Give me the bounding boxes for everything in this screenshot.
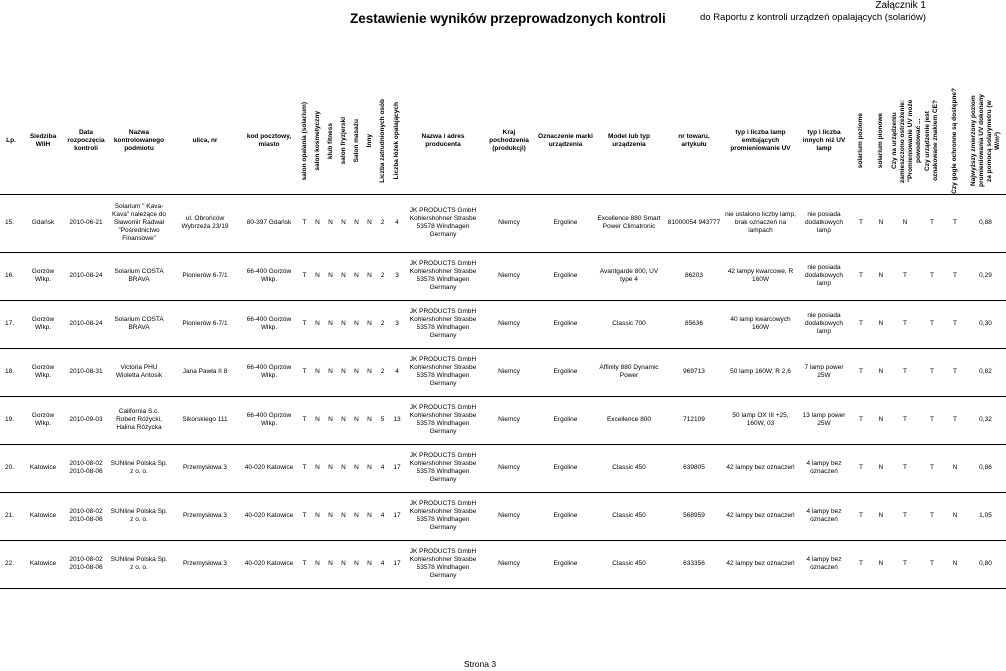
cell-employees: 4 bbox=[376, 444, 389, 492]
cell-ce: T bbox=[919, 444, 945, 492]
cell-other: N bbox=[363, 492, 376, 540]
cell-product-no: 969713 bbox=[664, 348, 724, 396]
col-employees: Liczba zatrudnionych osób bbox=[376, 88, 389, 194]
cell-massage: N bbox=[350, 492, 363, 540]
col-horizontal: solarium poziome bbox=[851, 88, 871, 194]
cell-origin: Niemcy bbox=[481, 194, 537, 252]
page-number: Strona 3 bbox=[463, 659, 497, 669]
cell-uv-lamps: 42 lampy bez oznaczeń bbox=[724, 444, 797, 492]
cell-date: 2010-08-02 2010-08-06 bbox=[64, 540, 108, 588]
cell-fitness: N bbox=[324, 492, 337, 540]
cell-postal: 66-400 Gprzów Wlkp. bbox=[240, 348, 298, 396]
table-row bbox=[0, 252, 1006, 300]
col-lp: Lp. bbox=[0, 88, 22, 194]
cell-entity: Solarium COSTA BRAVA bbox=[108, 300, 170, 348]
cell-uv-level: 0,82 bbox=[965, 348, 1006, 396]
col-seat: Siedziba WIIH bbox=[22, 88, 64, 194]
cell-origin: Niemcy bbox=[481, 492, 537, 540]
cell-employees: 2 bbox=[376, 194, 389, 252]
col-uv-lamps: typ i liczba lamp emitujących promieniowanie UV bbox=[724, 88, 797, 194]
cell-postal: 66-400 Gprzów Wlkp. bbox=[240, 396, 298, 444]
cell-seat: Katowice bbox=[22, 444, 64, 492]
cell-seat: Katowice bbox=[22, 540, 64, 588]
cell-entity: Solarium " Kava-Kava" należące do Sławomir Radwał "Pośrednictwo Finansowe" bbox=[108, 194, 170, 252]
cell-beauty: N bbox=[311, 492, 324, 540]
cell-horizontal: T bbox=[851, 252, 871, 300]
col-massage-salon: Salon masażu bbox=[350, 88, 363, 194]
cell-producer: JK PRODUCTS GmbH Kohlershohner Strasbe 53578 Windhagen Germany bbox=[405, 300, 481, 348]
cell-product-no: 712109 bbox=[664, 396, 724, 444]
col-warning: Czy na urządzeniu zamieszczono ostrzeżenie: "Promieniowanie UV może powodować ... bbox=[891, 88, 919, 194]
cell-product-no: 639805 bbox=[664, 444, 724, 492]
cell-brand: Ergoline bbox=[537, 492, 594, 540]
cell-origin: Niemcy bbox=[481, 348, 537, 396]
cell-brand: Ergoline bbox=[537, 194, 594, 252]
cell-employees: 2 bbox=[376, 252, 389, 300]
cell-hair: N bbox=[337, 396, 350, 444]
cell-origin: Niemcy bbox=[481, 252, 537, 300]
col-other: Inny bbox=[363, 88, 376, 194]
cell-goggles: T bbox=[945, 348, 965, 396]
cell-other-lamps: 4 lampy bez oznaczeń bbox=[797, 492, 851, 540]
cell-entity: SUNline Polska Sp. z o. o. bbox=[108, 540, 170, 588]
cell-other: N bbox=[363, 194, 376, 252]
cell-street: Pionierów 6-7/1 bbox=[170, 252, 240, 300]
table-row bbox=[0, 540, 1006, 588]
cell-massage: N bbox=[350, 444, 363, 492]
cell-ce: T bbox=[919, 348, 945, 396]
cell-fitness: N bbox=[324, 444, 337, 492]
cell-massage: N bbox=[350, 540, 363, 588]
cell-fitness: N bbox=[324, 252, 337, 300]
cell-uv-level: 0,80 bbox=[965, 540, 1006, 588]
cell-hair: N bbox=[337, 300, 350, 348]
cell-massage: N bbox=[350, 348, 363, 396]
cell-beauty: N bbox=[311, 300, 324, 348]
col-vertical: solarium pionowe bbox=[871, 88, 891, 194]
cell-lp: 15. bbox=[0, 194, 22, 252]
cell-massage: N bbox=[350, 396, 363, 444]
cell-seat: Gorzów Wlkp. bbox=[22, 396, 64, 444]
cell-uv-lamps: nie ustalono liczby lamp, brak oznaczeń na lampach bbox=[724, 194, 797, 252]
col-goggles: Czy gogle ochronne są dostępne? bbox=[945, 88, 965, 194]
cell-employees: 2 bbox=[376, 348, 389, 396]
cell-horizontal: T bbox=[851, 540, 871, 588]
cell-goggles: N bbox=[945, 492, 965, 540]
cell-uv-lamps: 42 lampy bez oznaczeń bbox=[724, 492, 797, 540]
cell-horizontal: T bbox=[851, 396, 871, 444]
cell-producer: JK PRODUCTS GmbH Kohlershohner Strasbe 53578 Windhagen Germany bbox=[405, 348, 481, 396]
cell-uv-lamps: 40 lamp kwarcowych 160W bbox=[724, 300, 797, 348]
cell-date: 2010-08-24 bbox=[64, 300, 108, 348]
col-postal: kod pocztowy, miasto bbox=[240, 88, 298, 194]
cell-beds: 13 bbox=[389, 396, 405, 444]
cell-warning: T bbox=[891, 300, 919, 348]
cell-hair: N bbox=[337, 492, 350, 540]
cell-solarium: T bbox=[298, 194, 311, 252]
cell-seat: Gdańsk bbox=[22, 194, 64, 252]
col-ce-mark: Czy urządzenie jest oznakowane znakiem CE? bbox=[919, 88, 945, 194]
col-hair-salon: salon fryzjerski bbox=[337, 88, 350, 194]
cell-horizontal: T bbox=[851, 492, 871, 540]
cell-vertical: N bbox=[871, 252, 891, 300]
cell-beauty: N bbox=[311, 444, 324, 492]
cell-uv-level: 0,88 bbox=[965, 194, 1006, 252]
cell-hair: N bbox=[337, 348, 350, 396]
cell-origin: Niemcy bbox=[481, 444, 537, 492]
cell-other-lamps: nie posiada dodatkowych lamp bbox=[797, 300, 851, 348]
cell-solarium: T bbox=[298, 300, 311, 348]
cell-vertical: N bbox=[871, 396, 891, 444]
cell-lp: 22. bbox=[0, 540, 22, 588]
cell-massage: N bbox=[350, 194, 363, 252]
cell-entity: SUNline Polska Sp. z o. o. bbox=[108, 444, 170, 492]
cell-uv-lamps: 42 lampy kwarcowe, R 160W bbox=[724, 252, 797, 300]
report-reference: do Raportu z kontroli urządzeń opalających (solariów) bbox=[699, 12, 926, 23]
cell-postal: 40-020 Katowice bbox=[240, 492, 298, 540]
cell-vertical: N bbox=[871, 194, 891, 252]
cell-vertical: N bbox=[871, 492, 891, 540]
cell-goggles: N bbox=[945, 540, 965, 588]
cell-entity: SUNline Polska Sp. z o. o. bbox=[108, 492, 170, 540]
table-body bbox=[0, 194, 1006, 588]
cell-producer: JK PRODUCTS GmbH Kohlershohner Strasbe 53578 Windhagen Germany bbox=[405, 444, 481, 492]
cell-goggles: T bbox=[945, 396, 965, 444]
cell-postal: 66-400 Gorzów Wlkp. bbox=[240, 252, 298, 300]
cell-brand: Ergoline bbox=[537, 300, 594, 348]
cell-origin: Niemcy bbox=[481, 300, 537, 348]
cell-producer: JK PRODUCTS GmbH Kohlershohner Strasbe 53578 Windhagen Germany bbox=[405, 492, 481, 540]
cell-other-lamps: 4 lampy bez oznaczeń bbox=[797, 540, 851, 588]
cell-solarium: T bbox=[298, 540, 311, 588]
cell-vertical: N bbox=[871, 540, 891, 588]
cell-entity: California S.c. Robert Różycki, Halina Różycka bbox=[108, 396, 170, 444]
cell-postal: 80-397 Gdańsk bbox=[240, 194, 298, 252]
cell-ce: T bbox=[919, 396, 945, 444]
cell-street: Przemysłowa 3 bbox=[170, 540, 240, 588]
table-header-row bbox=[0, 88, 1006, 194]
cell-warning: T bbox=[891, 540, 919, 588]
cell-brand: Ergoline bbox=[537, 396, 594, 444]
cell-brand: Ergoline bbox=[537, 252, 594, 300]
results-table bbox=[0, 88, 1006, 589]
cell-ce: T bbox=[919, 492, 945, 540]
cell-date: 2010-08-02 2010-08-06 bbox=[64, 444, 108, 492]
cell-warning: T bbox=[891, 444, 919, 492]
cell-uv-level: 0,86 bbox=[965, 444, 1006, 492]
cell-uv-level: 1,05 bbox=[965, 492, 1006, 540]
cell-lp: 17. bbox=[0, 300, 22, 348]
cell-seat: Gorzów Wlkp. bbox=[22, 348, 64, 396]
cell-other-lamps: nie posiada dodatkowych lamp bbox=[797, 252, 851, 300]
cell-hair: N bbox=[337, 444, 350, 492]
col-other-lamps: typ i liczba innych niż UV lamp bbox=[797, 88, 851, 194]
cell-entity: Victoria PHU Wioletta Antosik bbox=[108, 348, 170, 396]
col-producer: Nazwa i adres producenta bbox=[405, 88, 481, 194]
col-brand: Oznaczenie marki urządzenia bbox=[537, 88, 594, 194]
cell-employees: 5 bbox=[376, 396, 389, 444]
col-entity: Nazwa kontrolowanego podmiotu bbox=[108, 88, 170, 194]
cell-entity: Solarium COSTA BRAVA bbox=[108, 252, 170, 300]
cell-massage: N bbox=[350, 252, 363, 300]
cell-street: Przemysłowa 3 bbox=[170, 492, 240, 540]
cell-street: ul. Obrońców Wybrzeża 23/19 bbox=[170, 194, 240, 252]
cell-brand: Ergoline bbox=[537, 444, 594, 492]
cell-fitness: N bbox=[324, 348, 337, 396]
cell-product-no: 86203 bbox=[664, 252, 724, 300]
cell-warning: N bbox=[891, 194, 919, 252]
cell-beds: 3 bbox=[389, 252, 405, 300]
cell-beauty: N bbox=[311, 194, 324, 252]
cell-employees: 4 bbox=[376, 540, 389, 588]
cell-goggles: T bbox=[945, 194, 965, 252]
cell-other-lamps: 7 lamp power 25W bbox=[797, 348, 851, 396]
cell-date: 2010-06-21 bbox=[64, 194, 108, 252]
cell-lp: 16. bbox=[0, 252, 22, 300]
cell-solarium: T bbox=[298, 492, 311, 540]
cell-producer: JK PRODUCTS GmbH Kohlershohner Strasbe 53578 Windhagen Germany bbox=[405, 252, 481, 300]
cell-street: Sikorskiego 111 bbox=[170, 396, 240, 444]
cell-seat: Gorzów Wlkp. bbox=[22, 252, 64, 300]
page-title: Zestawienie wyników przeprowadzonych kontroli bbox=[350, 11, 666, 26]
cell-ce: T bbox=[919, 540, 945, 588]
cell-model: Classic 700 bbox=[594, 300, 664, 348]
cell-lp: 18. bbox=[0, 348, 22, 396]
cell-product-no: 568959 bbox=[664, 492, 724, 540]
col-street: ulica, nr bbox=[170, 88, 240, 194]
cell-date: 2010-08-31 bbox=[64, 348, 108, 396]
cell-horizontal: T bbox=[851, 300, 871, 348]
cell-beds: 4 bbox=[389, 194, 405, 252]
cell-beds: 17 bbox=[389, 540, 405, 588]
cell-model: Excellence 800 bbox=[594, 396, 664, 444]
cell-other-lamps: 13 lamp power 25W bbox=[797, 396, 851, 444]
cell-uv-level: 0,32 bbox=[965, 396, 1006, 444]
attachment-header bbox=[626, 0, 926, 24]
col-origin: Kraj pochodzenia (produkcji) bbox=[481, 88, 537, 194]
cell-lp: 21. bbox=[0, 492, 22, 540]
cell-product-no: 85636 bbox=[664, 300, 724, 348]
cell-hair: N bbox=[337, 252, 350, 300]
cell-horizontal: T bbox=[851, 348, 871, 396]
col-start-date: Data rozpoczęcia kontroli bbox=[64, 88, 108, 194]
cell-model: Avantgarde 800, UV type 4 bbox=[594, 252, 664, 300]
cell-other: N bbox=[363, 396, 376, 444]
cell-other: N bbox=[363, 444, 376, 492]
col-product-no: nr towaru, artykułu bbox=[664, 88, 724, 194]
cell-vertical: N bbox=[871, 300, 891, 348]
cell-goggles: T bbox=[945, 252, 965, 300]
cell-street: Pionierów 6-7/1 bbox=[170, 300, 240, 348]
cell-horizontal: T bbox=[851, 194, 871, 252]
cell-producer: JK PRODUCTS GmbH Kohlershohner Strasbe 53578 Windhagen Germany bbox=[405, 540, 481, 588]
cell-origin: Niemcy bbox=[481, 540, 537, 588]
cell-horizontal: T bbox=[851, 444, 871, 492]
cell-massage: N bbox=[350, 300, 363, 348]
table-row bbox=[0, 300, 1006, 348]
cell-producer: JK PRODUCTS GmbH Kohlershohner Strasbe 53578 Windhagen Germany bbox=[405, 396, 481, 444]
cell-solarium: T bbox=[298, 252, 311, 300]
cell-employees: 2 bbox=[376, 300, 389, 348]
cell-ce: T bbox=[919, 194, 945, 252]
cell-uv-lamps: 50 lamp OX III +25, 160W, 03 bbox=[724, 396, 797, 444]
cell-fitness: N bbox=[324, 540, 337, 588]
cell-hair: N bbox=[337, 540, 350, 588]
cell-model: Excellence 880 Smart Power Climatronic bbox=[594, 194, 664, 252]
cell-postal: 40-020 Katowice bbox=[240, 444, 298, 492]
attachment-label: Załącznik 1 bbox=[875, 0, 926, 11]
cell-other: N bbox=[363, 300, 376, 348]
cell-street: Przemysłowa 3 bbox=[170, 444, 240, 492]
cell-other: N bbox=[363, 348, 376, 396]
cell-lp: 20. bbox=[0, 444, 22, 492]
table-row bbox=[0, 444, 1006, 492]
cell-ce: T bbox=[919, 300, 945, 348]
cell-goggles: N bbox=[945, 444, 965, 492]
cell-origin: Niemcy bbox=[481, 396, 537, 444]
cell-warning: T bbox=[891, 492, 919, 540]
cell-date: 2010-08-02 2010-08-06 bbox=[64, 492, 108, 540]
col-model: Model lub typ urządzenia bbox=[594, 88, 664, 194]
cell-date: 2010-09-03 bbox=[64, 396, 108, 444]
cell-fitness: N bbox=[324, 300, 337, 348]
cell-ce: T bbox=[919, 252, 945, 300]
table-row bbox=[0, 348, 1006, 396]
col-fitness-club: klub fitness bbox=[324, 88, 337, 194]
cell-other: N bbox=[363, 540, 376, 588]
cell-model: Classic 450 bbox=[594, 492, 664, 540]
cell-vertical: N bbox=[871, 348, 891, 396]
col-uv-level: Najwyższy zmierzony poziom promieniowania UV dokonany za pomocą solarymetru (w W/m²) bbox=[965, 88, 1006, 194]
cell-fitness: N bbox=[324, 194, 337, 252]
table-row bbox=[0, 492, 1006, 540]
cell-lp: 19. bbox=[0, 396, 22, 444]
cell-postal: 40-020 Katowice bbox=[240, 540, 298, 588]
cell-warning: T bbox=[891, 252, 919, 300]
cell-brand: Ergoline bbox=[537, 348, 594, 396]
cell-other-lamps: nie posiada dodatkowych lamp bbox=[797, 194, 851, 252]
cell-producer: JK PRODUCTS GmbH Kohlershohner Strasbe 53578 Windhagen Germany bbox=[405, 194, 481, 252]
cell-street: Jana Pawła II 8 bbox=[170, 348, 240, 396]
cell-beauty: N bbox=[311, 348, 324, 396]
cell-beds: 17 bbox=[389, 492, 405, 540]
cell-beauty: N bbox=[311, 540, 324, 588]
cell-uv-level: 0,30 bbox=[965, 300, 1006, 348]
cell-beds: 17 bbox=[389, 444, 405, 492]
cell-seat: Gorzów Wlkp. bbox=[22, 300, 64, 348]
cell-model: Affinity 880 Dynamic Power bbox=[594, 348, 664, 396]
cell-vertical: N bbox=[871, 444, 891, 492]
table-row bbox=[0, 194, 1006, 252]
cell-uv-level: 0,29 bbox=[965, 252, 1006, 300]
cell-beauty: N bbox=[311, 396, 324, 444]
cell-beds: 3 bbox=[389, 300, 405, 348]
cell-other: N bbox=[363, 252, 376, 300]
cell-uv-lamps: 50 lamp 160W, R 2,6 bbox=[724, 348, 797, 396]
cell-product-no: 633356 bbox=[664, 540, 724, 588]
cell-solarium: T bbox=[298, 444, 311, 492]
cell-beauty: N bbox=[311, 252, 324, 300]
cell-hair: N bbox=[337, 194, 350, 252]
cell-seat: Katowice bbox=[22, 492, 64, 540]
cell-solarium: T bbox=[298, 348, 311, 396]
col-solarium-salon: salon opalania (solarium) bbox=[298, 88, 311, 194]
cell-model: Classic 450 bbox=[594, 540, 664, 588]
cell-uv-lamps: 42 lampy bez oznaczeń bbox=[724, 540, 797, 588]
cell-other-lamps: 4 lampy bez oznaczeń bbox=[797, 444, 851, 492]
cell-brand: Ergoline bbox=[537, 540, 594, 588]
cell-warning: T bbox=[891, 348, 919, 396]
cell-postal: 66-400 Gorzów Wlkp. bbox=[240, 300, 298, 348]
col-beds: Liczba łóżek opalających bbox=[389, 88, 405, 194]
cell-product-no: 81000054 943777 bbox=[664, 194, 724, 252]
cell-date: 2010-08-24 bbox=[64, 252, 108, 300]
col-beauty-salon: salon kosmetyczny bbox=[311, 88, 324, 194]
table-row bbox=[0, 396, 1006, 444]
cell-solarium: T bbox=[298, 396, 311, 444]
cell-fitness: N bbox=[324, 396, 337, 444]
cell-model: Classic 450 bbox=[594, 444, 664, 492]
cell-employees: 4 bbox=[376, 492, 389, 540]
cell-goggles: T bbox=[945, 300, 965, 348]
cell-beds: 4 bbox=[389, 348, 405, 396]
cell-warning: T bbox=[891, 396, 919, 444]
